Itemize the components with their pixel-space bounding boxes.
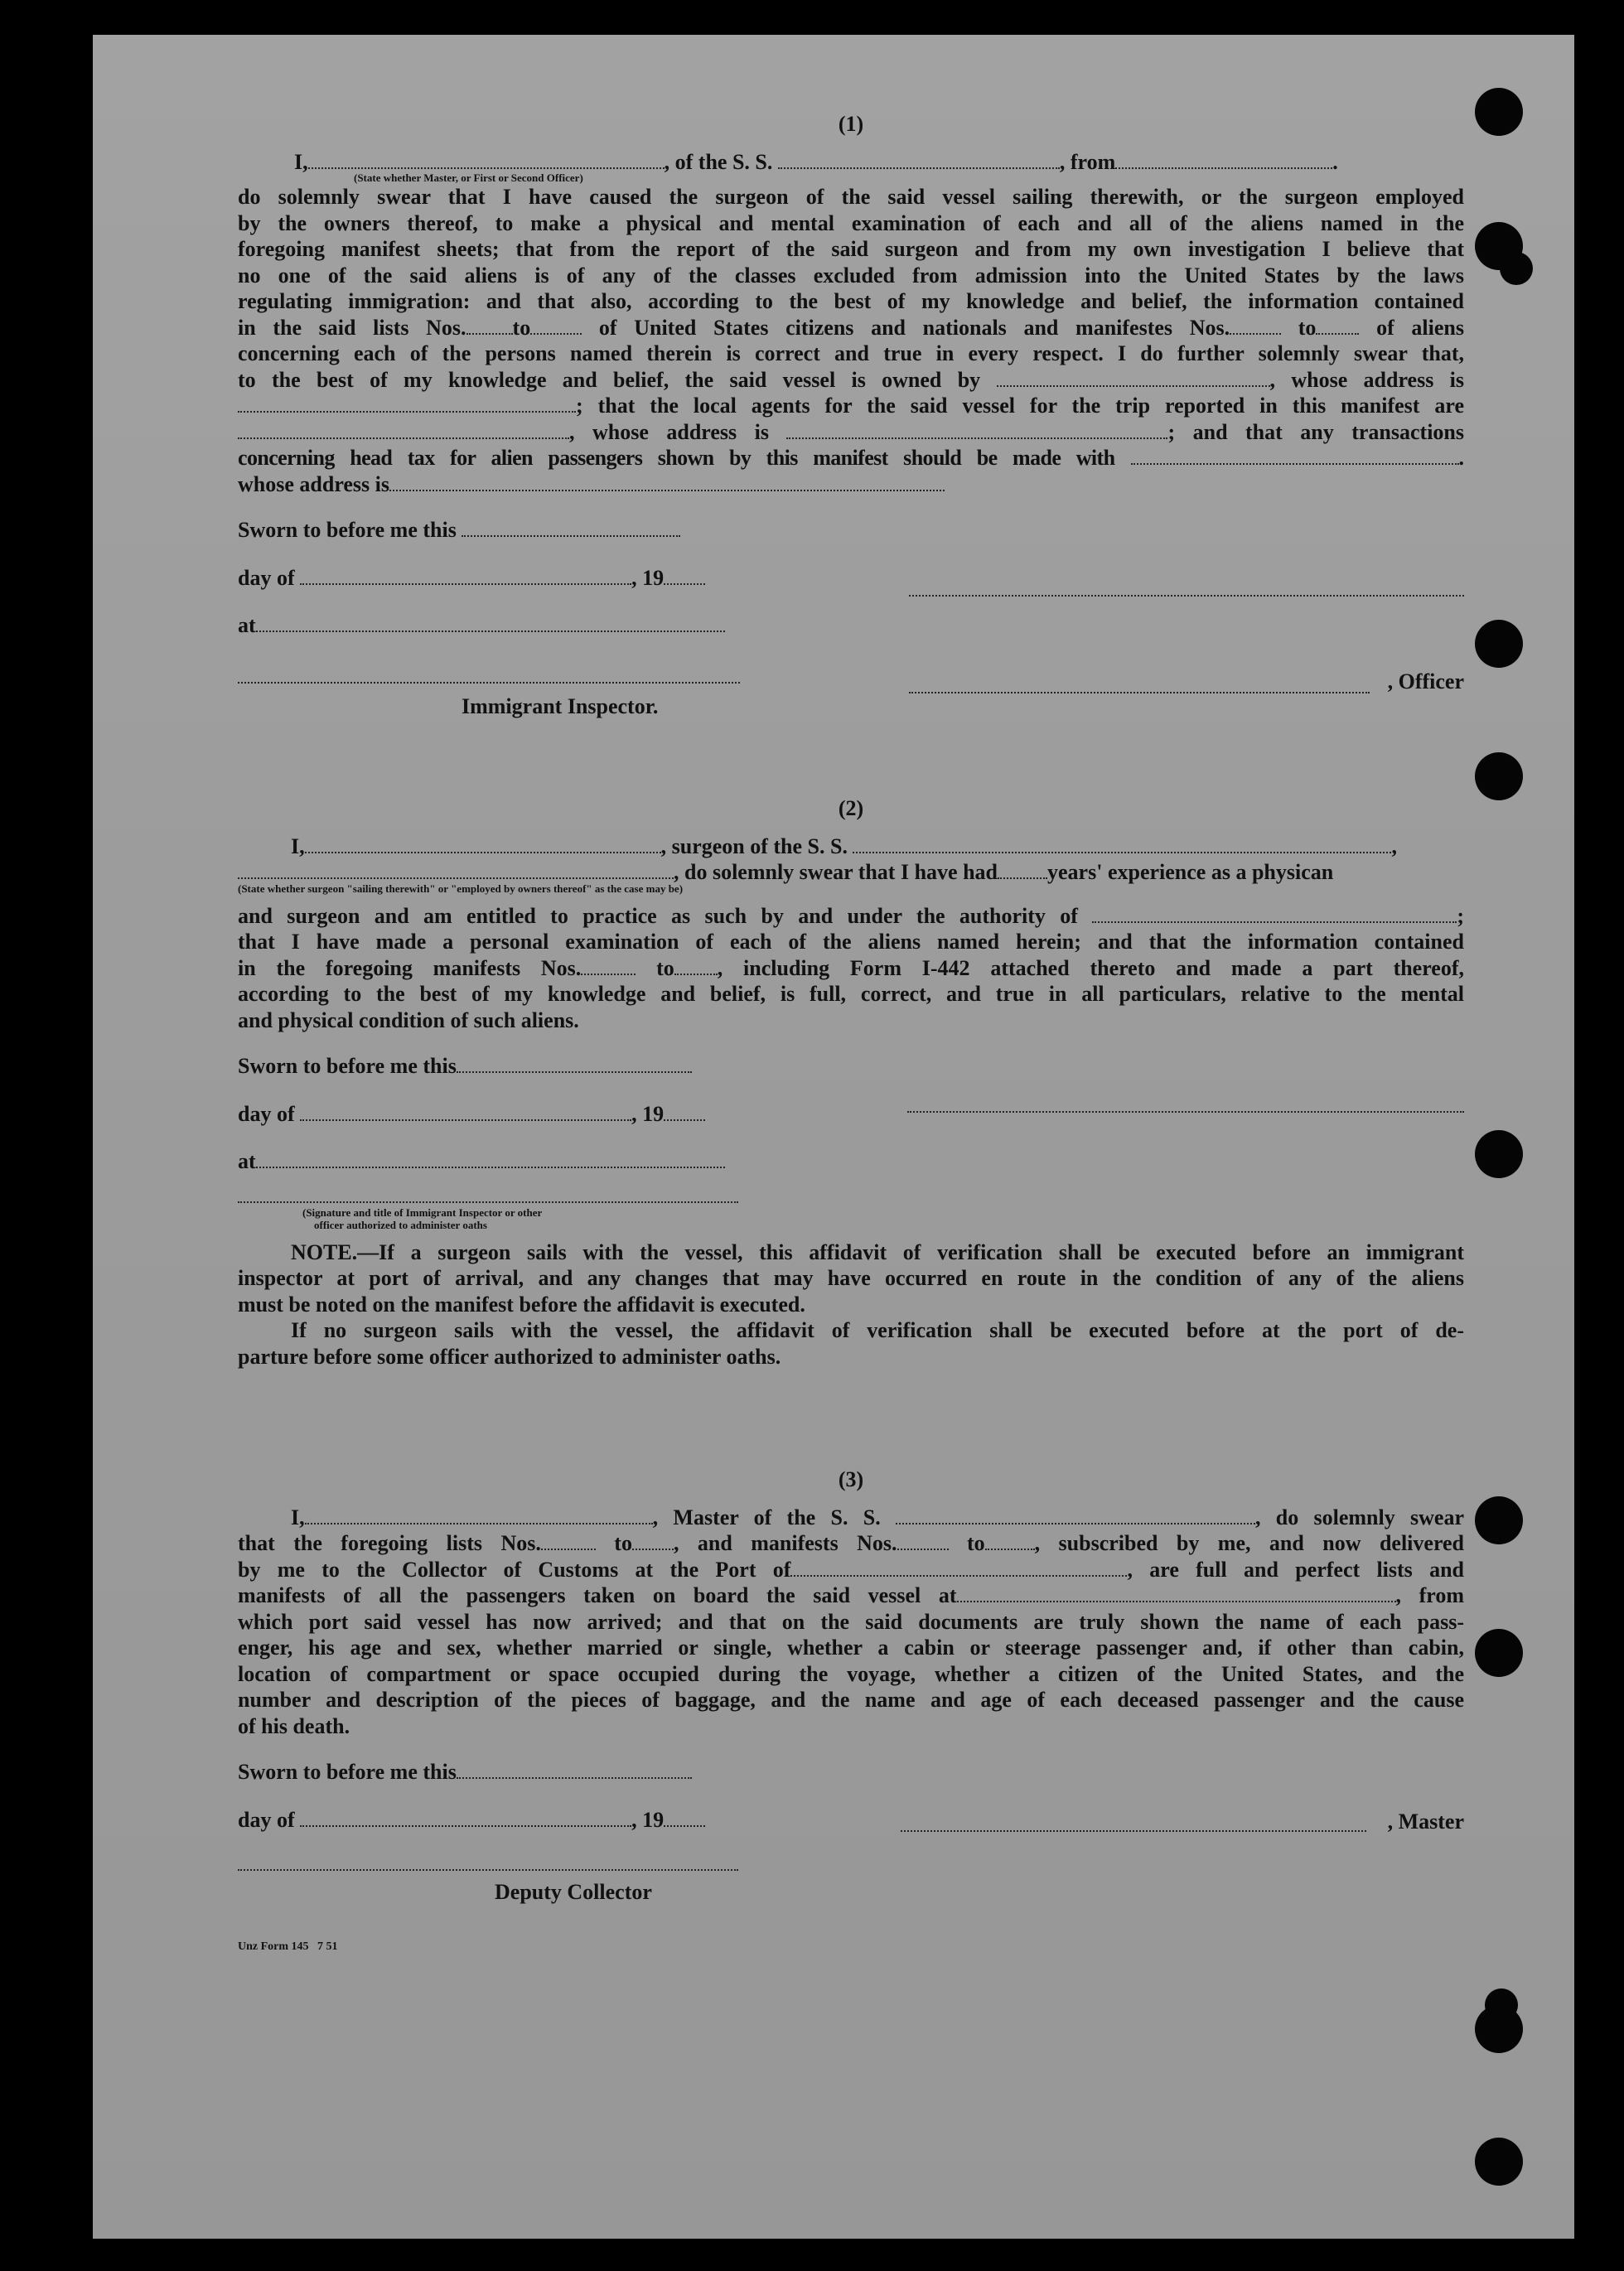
year-field[interactable] — [664, 565, 705, 585]
body-line: foregoing manifest sheets; that from the report of the said surgeon and from my own investigation I believe that — [238, 237, 1464, 261]
note-block — [238, 1239, 1464, 1370]
note-line: inspector at port of arrival, and any changes that may have occurred en route in the condition of any of the aliens — [238, 1266, 1464, 1290]
section-number: (3) — [838, 1467, 864, 1491]
sworn-day-field[interactable] — [457, 1759, 692, 1779]
port-field[interactable] — [790, 1557, 1127, 1577]
sworn-line: Sworn to before me this — [238, 1053, 1464, 1080]
from-port-field[interactable] — [1115, 149, 1332, 169]
surgeon-note: (State whether surgeon "sailing therewith" or "employed by owners thereof" as the case may be) — [238, 882, 684, 895]
body-line: concerning each of the persons named therein is correct and true in every respect. I do further solemnly swear that, — [238, 341, 1464, 365]
agents-field[interactable] — [238, 419, 569, 439]
section-number: (2) — [838, 796, 864, 820]
body-line: do solemnly swear that I have caused the surgeon of the said vessel sailing therewith, or the surgeon employed — [238, 185, 1464, 209]
headtax-address-field[interactable] — [389, 471, 945, 491]
note-line: If no surgeon sails with the vessel, the affidavit of verification shall be executed before at the port of de- — [291, 1318, 1464, 1342]
manifest-to-field[interactable] — [985, 1530, 1035, 1550]
manifest-from-field[interactable] — [1230, 315, 1281, 335]
surgeon-vessel-field[interactable] — [853, 834, 1391, 853]
officer-note: (State whether Master, or First or Second Officer) — [354, 172, 583, 184]
punch-hole — [1475, 2005, 1523, 2053]
vessel-name-field[interactable] — [778, 149, 1060, 169]
body-line: number and description of the pieces of baggage, and the name and age of each deceased passenger and the cause — [238, 1688, 1464, 1712]
list-from-field[interactable] — [466, 315, 513, 335]
body-line: by the owners thereof, to make a physical and mental examination of each and all of the aliens named in the — [238, 210, 1464, 235]
punch-hole — [1475, 1496, 1523, 1544]
punch-hole — [1475, 752, 1523, 800]
whose-address-line: whose address is — [238, 471, 1464, 498]
manifest-to-field[interactable] — [674, 955, 718, 975]
body-line: that I have made a personal examination of each of the aliens named herein; and that the information contained — [238, 930, 1464, 954]
punch-hole — [1475, 1629, 1523, 1677]
manifest-from-field[interactable] — [581, 955, 636, 975]
note-line: must be noted on the manifest before the affidavit is executed. — [238, 1292, 805, 1317]
month-field[interactable] — [300, 565, 631, 585]
lists-line: in the said lists Nos. to of United States citizens and nationals and manifestes Nos. to of aliens — [238, 315, 1464, 340]
master-name-field[interactable] — [305, 1505, 653, 1524]
master-signature-line[interactable] — [901, 1812, 1366, 1832]
at-line: at — [238, 1148, 1464, 1175]
punch-hole — [1475, 620, 1523, 668]
body-line: regulating immigration: and that also, according to the best of my knowledge and belief, the information contained — [238, 289, 1464, 313]
authority-field[interactable] — [1092, 903, 1457, 923]
officer-title-line[interactable] — [909, 674, 1370, 693]
form-sheet — [93, 35, 1574, 2239]
officer-signature-line[interactable] — [909, 577, 1464, 597]
authority-line: and surgeon and am entitled to practice as such by and under the authority of ; — [238, 903, 1464, 928]
deputy-signature-line[interactable] — [238, 1868, 738, 1871]
port-line: by me to the Collector of Customs at the Port of , are full and perfect lists and — [238, 1557, 1465, 1582]
day-of-line: day of , 19 — [238, 1101, 1464, 1128]
agents-address-line: , whose address is ; and that any transactions — [238, 419, 1464, 446]
sworn-line: Sworn to before me this — [238, 1759, 1464, 1785]
officer-line: I, , of the S. S. , from . — [294, 149, 1338, 174]
manifest-from-field[interactable] — [897, 1530, 949, 1550]
years-field[interactable] — [998, 859, 1047, 879]
surgeon-signature-line[interactable] — [907, 1093, 1464, 1113]
at-place-field[interactable] — [256, 1148, 725, 1168]
at-line: at — [238, 612, 1464, 639]
body-line: of his death. — [238, 1713, 350, 1738]
body-line: enger, his age and sex, whether married or single, whether a cabin or steerage passenger and, if other than cabin, — [238, 1636, 1464, 1660]
owner-field[interactable] — [997, 367, 1270, 387]
headtax-line: concerning head tax for alien passengers shown by this manifest should be made with . — [238, 446, 1465, 470]
inspector-signature-line[interactable] — [238, 664, 740, 684]
boarding-port-field[interactable] — [957, 1582, 1396, 1602]
punch-hole — [1475, 88, 1523, 136]
day-of-line: day of , 19 — [238, 565, 1464, 592]
note-line: NOTE.—If a surgeon sails with the vessel, this affidavit of verification shall be executed before an immigrant — [291, 1239, 1464, 1264]
punch-hole — [1475, 1130, 1523, 1178]
year-field[interactable] — [664, 1101, 705, 1121]
year-field[interactable] — [664, 1807, 705, 1827]
master-vessel-field[interactable] — [896, 1505, 1255, 1524]
board-line: manifests of all the passengers taken on board the said vessel at , from — [238, 1583, 1464, 1607]
manifest-to-field[interactable] — [1316, 315, 1359, 335]
sworn-line: Sworn to before me this — [238, 517, 1464, 544]
sworn-day-field[interactable] — [462, 517, 680, 537]
body-line: which port said vessel has now arrived; and that on the said documents are truly shown the name of each pass- — [238, 1609, 1464, 1634]
list-to-field[interactable] — [530, 315, 582, 335]
deputy-label: Deputy Collector — [495, 1880, 652, 1904]
agents-line: ; that the local agents for the said vessel for the trip reported in this manifest are — [238, 393, 1464, 419]
section-number: (1) — [838, 112, 864, 136]
list-from-field[interactable] — [541, 1530, 596, 1550]
manifests-line: in the foregoing manifests Nos. to , including Form I-442 attached thereto and made a part thereof, — [238, 955, 1464, 980]
inspector-signature-line[interactable] — [238, 1200, 738, 1203]
month-field[interactable] — [300, 1101, 631, 1121]
agents-address-field[interactable] — [786, 419, 1167, 439]
body-line: no one of the said aliens is of any of the classes excluded from admission into the United States by the laws — [238, 263, 1464, 287]
note-line: parture before some officer authorized to administer oaths. — [238, 1344, 781, 1369]
owner-line: to the best of my knowledge and belief, the said vessel is owned by , whose address is — [238, 367, 1464, 392]
section-1 — [238, 111, 1464, 719]
sworn-day-field[interactable] — [457, 1053, 692, 1073]
lists-line: that the foregoing lists Nos. to , and manifests Nos. to , subscribed by me, and now delivered — [238, 1531, 1465, 1555]
at-place-field[interactable] — [256, 612, 725, 632]
surgeon-status-field[interactable] — [238, 859, 674, 879]
surgeon-line: I, , surgeon of the S. S. , — [291, 834, 1397, 858]
surgeon-name-field[interactable] — [305, 834, 661, 853]
day-of-line: day of , 19 , Master — [238, 1807, 1464, 1834]
inspector-label: Immigrant Inspector. — [462, 693, 659, 718]
officer-name-field[interactable] — [308, 149, 665, 169]
headtax-field[interactable] — [1131, 445, 1459, 465]
owner-address-field[interactable] — [238, 393, 576, 413]
experience-line: , do solemnly swear that I have had years' experience as a physican — [238, 859, 1464, 886]
punch-hole — [1500, 252, 1533, 285]
form-number: Unz Form 145 7 51 — [238, 1940, 338, 1953]
signature-note: (Signature and title of Immigrant Inspector or other officer authorized to administer oaths — [302, 1206, 543, 1231]
body-line: according to the best of my knowledge and belief, is full, correct, and true in all particulars, relative to the mental — [238, 982, 1464, 1006]
list-to-field[interactable] — [632, 1530, 674, 1550]
section-3 — [238, 1466, 1464, 1954]
punch-hole — [1475, 2138, 1523, 2186]
body-line: location of compartment or space occupied during the voyage, whether a citizen of the United States, and the — [238, 1661, 1464, 1686]
signature-row: , Officer — [238, 664, 1464, 690]
body-line: and physical condition of such aliens. — [238, 1007, 579, 1032]
master-line: I, , Master of the S. S. , do solemnly swear — [291, 1505, 1464, 1529]
section-2 — [238, 795, 1464, 1370]
month-field[interactable] — [300, 1807, 631, 1827]
